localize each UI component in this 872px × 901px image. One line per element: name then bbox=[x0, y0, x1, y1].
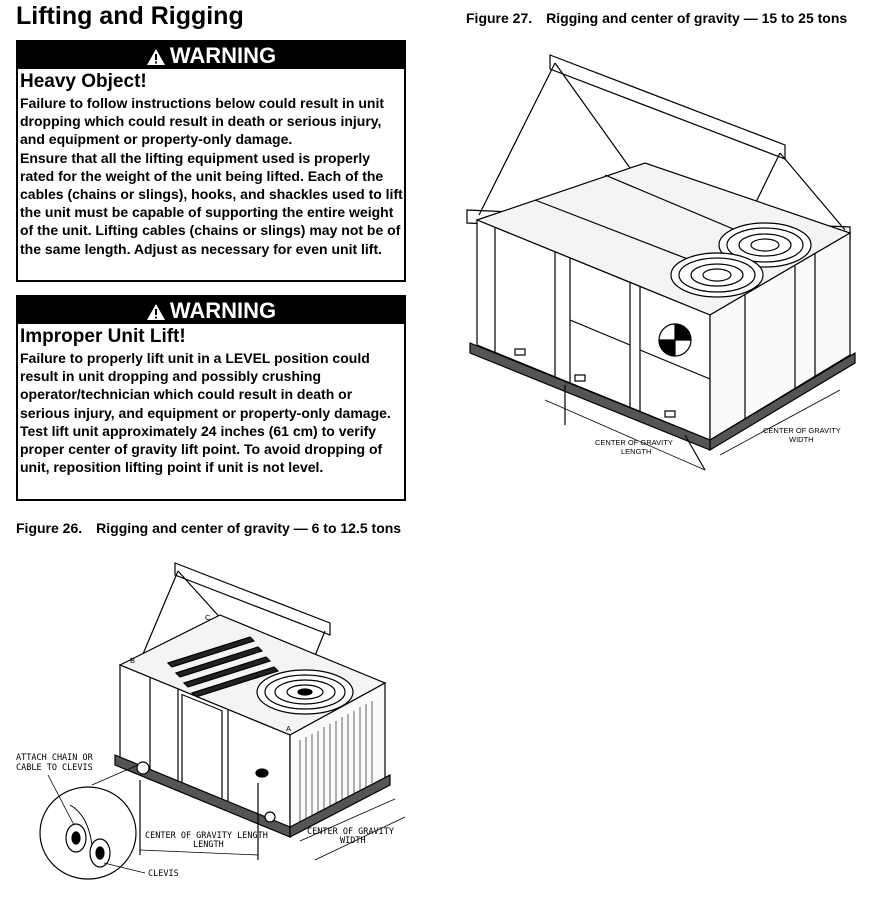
corner-label-b: B bbox=[130, 656, 136, 665]
corner-label-c: C bbox=[205, 613, 211, 622]
cog-width-label: CENTER OF GRAVITY bbox=[307, 827, 394, 837]
figure-27-caption bbox=[466, 10, 856, 27]
figure-caption-text: Rigging and center of gravity — 6 to 12.5 tons bbox=[96, 520, 402, 536]
warning-box-heavy-object bbox=[16, 40, 406, 282]
warning-paragraph: Test lift unit approximately 24 inches (61 cm) to verify proper center of gravity lift point. To avoid dropping of unit, reposition lifting point if unit is not level. bbox=[20, 422, 383, 476]
warning-header-label: WARNING bbox=[169, 298, 277, 323]
attach-chain-label: ATTACH CHAIN OR bbox=[16, 753, 93, 763]
cog-width-label: WIDTH bbox=[789, 435, 814, 444]
figure-number: Figure 27. bbox=[466, 10, 533, 26]
warning-header bbox=[18, 42, 404, 69]
warning-box-improper-lift bbox=[16, 295, 406, 501]
warning-triangle-icon bbox=[146, 303, 166, 321]
warning-paragraph: Failure to properly lift unit in a LEVEL position could result in unit dropping and possibly crushing operator/technician which could result in death or serious injury, and equipment or property-only damage. bbox=[20, 350, 391, 421]
section-title: Lifting and Rigging bbox=[16, 2, 244, 30]
attach-chain-label: CABLE TO CLEVIS bbox=[16, 763, 93, 773]
warning-header-label: WARNING bbox=[169, 43, 277, 68]
warning-body bbox=[20, 94, 404, 259]
warning-paragraph: Ensure that all the lifting equipment used is properly rated for the weight of the unit being lifted. Each of the cables (chains or slings), hooks, and shackles used to lift the unit must be capable of supporting the entire weight of the unit. Lifting cables (chains or slings) may not be of the same length. Adjust as necessary for even unit lift. bbox=[20, 149, 403, 257]
cog-length-label: LENGTH bbox=[621, 447, 652, 456]
clevis-label: CLEVIS bbox=[148, 869, 179, 879]
figure-26-caption bbox=[16, 520, 406, 537]
warning-body bbox=[20, 349, 404, 477]
warning-paragraph: Failure to follow instructions below could result in unit dropping which could result in death or serious injury, and equipment or property-only damage. bbox=[20, 95, 385, 148]
figure-number: Figure 26. bbox=[16, 520, 83, 536]
figure-27-drawing bbox=[455, 45, 865, 485]
warning-header bbox=[18, 297, 404, 324]
warning-subtitle: Heavy Object! bbox=[20, 71, 147, 92]
cog-length-label: LENGTH bbox=[193, 840, 224, 850]
cog-width-label: WIDTH bbox=[340, 836, 366, 846]
figure-26-drawing bbox=[0, 555, 430, 895]
corner-label-a: A bbox=[286, 724, 292, 733]
cog-length-label: CENTER OF GRAVITY LENGTH bbox=[145, 831, 268, 841]
warning-triangle-icon bbox=[146, 48, 166, 66]
warning-subtitle: Improper Unit Lift! bbox=[20, 326, 186, 347]
cog-width-label: CENTER OF GRAVITY bbox=[763, 426, 841, 435]
cog-length-label: CENTER OF GRAVITY bbox=[595, 438, 673, 447]
figure-caption-text: Rigging and center of gravity — 15 to 25 tons bbox=[546, 10, 848, 26]
